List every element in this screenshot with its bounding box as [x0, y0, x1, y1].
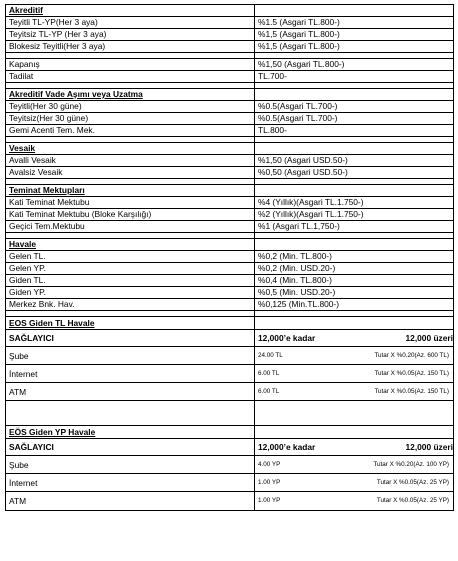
col-over-12000: 12,000 üzeri	[405, 442, 453, 452]
section-title: EOS Giden TL Havale	[6, 317, 255, 329]
row-value: %0,50 (Asgari USD.50-)	[258, 167, 348, 177]
table-row	[6, 59, 453, 71]
table-row	[6, 17, 453, 29]
row-label: Teyitsiz(Her 30 güne)	[6, 113, 255, 124]
table-row	[6, 221, 453, 233]
table-row	[6, 474, 453, 492]
table-row	[6, 29, 453, 41]
table-row	[6, 209, 453, 221]
fee-fixed: 1.00 YP	[258, 497, 281, 504]
section-header-teminat	[6, 185, 453, 197]
row-value: TL.800-	[258, 125, 287, 135]
row-value: %1 (Asgari TL.1,750-)	[258, 221, 340, 231]
table-row	[6, 167, 453, 179]
fee-rate: Tutar X %0.05(Az. 150 TL)	[374, 387, 449, 395]
row-label: Blokesiz Teyitli(Her 3 aya)	[6, 41, 255, 52]
section-title: Akreditif	[6, 5, 255, 16]
table-row	[6, 101, 453, 113]
row-label: Gelen TL.	[6, 251, 255, 262]
table-row	[6, 197, 453, 209]
table-row	[6, 41, 453, 53]
section-header-akreditif	[6, 5, 453, 17]
section-header-eos-yp	[6, 426, 453, 439]
col-up-to-12000: 12,000’e kadar	[258, 442, 316, 452]
row-value: %1,50 (Asgari USD.50-)	[258, 155, 348, 165]
fee-rate: Tutar X %0.05(Az. 25 YP)	[376, 497, 449, 504]
row-value: %0,4 (Min. TL.800-)	[258, 275, 332, 285]
row-value: %1,5 (Asgari TL.800-)	[258, 29, 340, 39]
table-row	[6, 113, 453, 125]
row-value: %0,125 (Min.TL.800-)	[258, 299, 339, 309]
section-header-havale	[6, 239, 453, 251]
fee-rate: Tutar X %0.20(Az. 100 YP)	[373, 460, 449, 468]
table-row	[6, 125, 453, 137]
row-label: Kapanış	[6, 59, 255, 70]
row-label: Teyitsiz TL-YP (Her 3 aya)	[6, 29, 255, 40]
row-value: %0,2 (Min. USD.20-)	[258, 263, 336, 273]
row-label: Tadilat	[6, 71, 255, 82]
section-title: Teminat Mektupları	[6, 185, 255, 196]
row-label: Avalsiz Vesaik	[6, 167, 255, 178]
fee-fixed: 6.00 TL	[258, 387, 280, 395]
row-value: %2 (Yıllık)(Asgari TL.1.750-)	[258, 209, 364, 219]
fee-table	[5, 4, 454, 511]
row-value: %0.5(Asgari TL.700-)	[258, 101, 338, 111]
row-label: Kati Teminat Mektubu (Bloke Karşılığı)	[6, 209, 255, 220]
row-label: Merkez Bnk. Hav.	[6, 299, 255, 310]
table-row	[6, 347, 453, 365]
row-label: Geçici Tem.Mektubu	[6, 221, 255, 232]
section-title: EÖS Giden YP Havale	[6, 426, 255, 438]
table-row	[6, 251, 453, 263]
fee-rate: Tutar X %0.05(Az. 150 TL)	[374, 369, 449, 377]
row-value: %1,50 (Asgari TL.800-)	[258, 59, 345, 69]
col-up-to-12000: 12,000’e kadar	[258, 333, 316, 343]
row-label: Teyitli TL-YP(Her 3 aya)	[6, 17, 255, 28]
provider-label: SAĞLAYICI	[6, 439, 255, 455]
fee-rate: Tutar X %0.20(Az. 600 TL)	[374, 351, 449, 359]
fee-fixed: 1.00 YP	[258, 478, 281, 486]
row-value: TL.700-	[258, 71, 287, 81]
row-label: Şube	[6, 456, 255, 473]
table-row	[6, 492, 453, 510]
row-value: %0,5 (Min. USD.20-)	[258, 287, 336, 297]
table-row	[6, 155, 453, 167]
table-row	[6, 71, 453, 83]
section-title: Vesaik	[6, 143, 255, 154]
row-label: Gemi Acenti Tem. Mek.	[6, 125, 255, 136]
row-label: ATM	[6, 492, 255, 510]
section-header-vade	[6, 89, 453, 101]
fee-fixed: 6.00 TL	[258, 369, 280, 377]
row-label: Giden TL.	[6, 275, 255, 286]
table-row	[6, 365, 453, 383]
table-row	[6, 263, 453, 275]
row-value: %1,5 (Asgari TL.800-)	[258, 41, 340, 51]
row-label: Avalli Vesaik	[6, 155, 255, 166]
row-label: Şube	[6, 347, 255, 364]
row-label: Kati Teminat Mektubu	[6, 197, 255, 208]
section-header-eos-tl	[6, 317, 453, 330]
section-header-vesaik	[6, 143, 453, 155]
table-row	[6, 287, 453, 299]
row-label: Giden YP.	[6, 287, 255, 298]
table-row	[6, 383, 453, 401]
fee-fixed: 4.00 YP	[258, 460, 281, 468]
row-value: %0.5(Asgari TL.700-)	[258, 113, 338, 123]
provider-header-row	[6, 330, 453, 347]
row-label: İnternet	[6, 365, 255, 382]
row-value: %0,2 (Min. TL.800-)	[258, 251, 332, 261]
row-label: Teyitli(Her 30 güne)	[6, 101, 255, 112]
section-title: Akreditif Vade Aşımı veya Uzatma	[6, 89, 255, 100]
provider-header-row	[6, 439, 453, 456]
col-over-12000: 12,000 üzeri	[405, 333, 453, 343]
provider-label: SAĞLAYICI	[6, 330, 255, 346]
spacer-row	[6, 401, 453, 426]
row-label: Gelen YP.	[6, 263, 255, 274]
row-label: İnternet	[6, 474, 255, 491]
fee-rate: Tutar X %0.05(Az. 25 YP)	[376, 478, 449, 486]
table-row	[6, 456, 453, 474]
section-title: Havale	[6, 239, 255, 250]
table-row	[6, 275, 453, 287]
row-value: %4 (Yıllık)(Asgari TL.1.750-)	[258, 197, 364, 207]
row-label: ATM	[6, 383, 255, 400]
row-value: %1.5 (Asgari TL.800-)	[258, 17, 340, 27]
table-row	[6, 299, 453, 311]
fee-fixed: 24.00 TL	[258, 351, 283, 359]
